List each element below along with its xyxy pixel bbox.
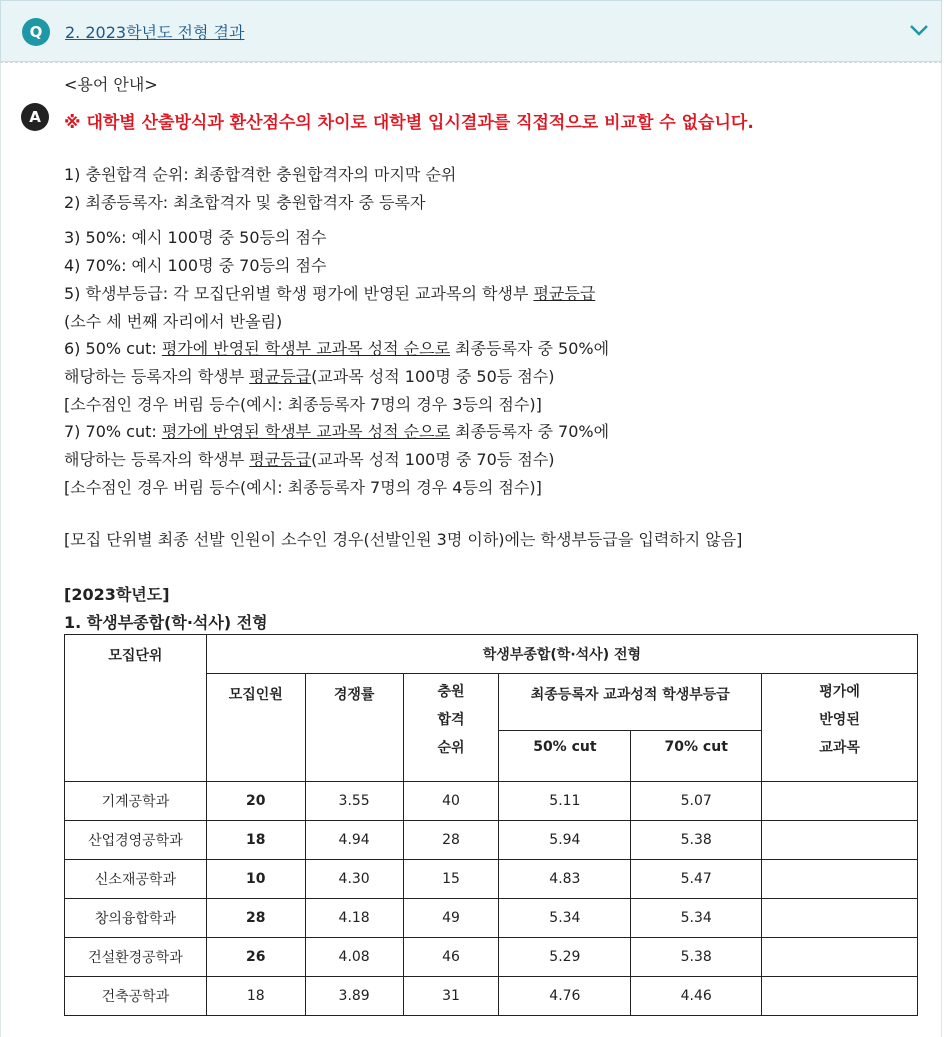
cell-subject xyxy=(762,860,918,899)
term-7: 7) 70% cut: 평가에 반영된 학생부 교과목 성적 순으로 최종등록자 중 70%에 xyxy=(64,422,610,441)
cell-unit: 신소재공학과 xyxy=(65,860,207,899)
chevron-down-icon[interactable] xyxy=(909,23,929,37)
cell-subject xyxy=(762,821,918,860)
cell-rate: 4.08 xyxy=(305,938,403,977)
cell-rank: 31 xyxy=(403,977,499,1016)
header-quota: 모집인원 xyxy=(206,674,305,782)
term-3: 3) 50%: 예시 100명 중 50등의 점수 xyxy=(64,228,327,247)
cell-quota: 10 xyxy=(206,860,305,899)
header-rate: 경쟁률 xyxy=(305,674,403,782)
cell-quota: 28 xyxy=(206,899,305,938)
cell-unit: 건설환경공학과 xyxy=(65,938,207,977)
question-badge: Q xyxy=(22,18,50,46)
section-heading: 1. 학생부종합(학·석사) 전형 xyxy=(64,613,268,632)
term-6: 6) 50% cut: 평가에 반영된 학생부 교과목 성적 순으로 최종등록자 중 50%에 xyxy=(64,339,610,358)
notice-text: ※ 대학별 산출방식과 환산점수의 차이로 대학별 입시결과를 직접적으로 비교할 수 없습니다. xyxy=(64,113,754,133)
header-unit: 모집단위 xyxy=(65,635,207,782)
cell-quota: 18 xyxy=(206,977,305,1016)
cell-rank: 40 xyxy=(403,782,499,821)
answer-badge: A xyxy=(21,103,49,131)
term-8: [모집 단위별 최종 선발 인원이 소수인 경우(선발인원 3명 이하)에는 학생부등급을 입력하지 않음] xyxy=(64,530,743,549)
cell-rate: 4.18 xyxy=(305,899,403,938)
header-rank: 충원 합격 순위 xyxy=(403,674,499,782)
question-title-link[interactable]: 2. 2023학년도 전형 결과 xyxy=(65,23,245,42)
cell-rank: 46 xyxy=(403,938,499,977)
cell-unit: 기계공학과 xyxy=(65,782,207,821)
cell-50-cut: 5.29 xyxy=(499,938,631,977)
cell-quota: 20 xyxy=(206,782,305,821)
term-6-cont: 해당하는 등록자의 학생부 평균등급(교과목 성적 100명 중 50등 점수) xyxy=(64,367,555,386)
term-7-note: [소수점인 경우 버림 등수(예시: 최종등록자 7명의 경우 4등의 점수)] xyxy=(64,478,542,497)
cell-subject xyxy=(762,977,918,1016)
cell-50-cut: 5.11 xyxy=(499,782,631,821)
table-row xyxy=(65,821,918,860)
cell-quota: 26 xyxy=(206,938,305,977)
table-row xyxy=(65,860,918,899)
cell-rate: 4.30 xyxy=(305,860,403,899)
cell-50-cut: 4.76 xyxy=(499,977,631,1016)
header-50-cut: 50% cut xyxy=(499,731,631,782)
cell-unit: 건축공학과 xyxy=(65,977,207,1016)
admission-results-table xyxy=(64,634,918,1016)
term-4: 4) 70%: 예시 100명 중 70등의 점수 xyxy=(64,256,327,275)
table-row xyxy=(65,782,918,821)
cell-subject xyxy=(762,782,918,821)
cell-unit: 산업경영공학과 xyxy=(65,821,207,860)
cell-70-cut: 5.38 xyxy=(631,938,762,977)
term-1: 1) 충원합격 순위: 최종합격한 충원합격자의 마지막 순위 xyxy=(64,165,457,184)
cell-70-cut: 5.07 xyxy=(631,782,762,821)
cell-50-cut: 5.94 xyxy=(499,821,631,860)
cell-subject xyxy=(762,899,918,938)
header-subject: 평가에 반영된 교과목 xyxy=(762,674,918,782)
terms-heading: <용어 안내> xyxy=(64,75,158,94)
faq-question-bar[interactable] xyxy=(0,0,942,62)
cell-70-cut: 5.38 xyxy=(631,821,762,860)
cell-50-cut: 4.83 xyxy=(499,860,631,899)
header-70-cut: 70% cut xyxy=(631,731,762,782)
cell-70-cut: 4.46 xyxy=(631,977,762,1016)
cell-70-cut: 5.47 xyxy=(631,860,762,899)
cell-subject xyxy=(762,938,918,977)
table-row xyxy=(65,938,918,977)
cell-rate: 3.55 xyxy=(305,782,403,821)
cell-rank: 15 xyxy=(403,860,499,899)
cell-rate: 4.94 xyxy=(305,821,403,860)
term-6-note: [소수점인 경우 버림 등수(예시: 최종등록자 7명의 경우 3등의 점수)] xyxy=(64,395,542,414)
cell-quota: 18 xyxy=(206,821,305,860)
cell-rank: 49 xyxy=(403,899,499,938)
cell-rate: 3.89 xyxy=(305,977,403,1016)
header-group: 학생부종합(학·석사) 전형 xyxy=(206,635,917,674)
table-row xyxy=(65,977,918,1016)
term-7-cont: 해당하는 등록자의 학생부 평균등급(교과목 성적 100명 중 70등 점수) xyxy=(64,450,555,469)
cell-unit: 창의융합학과 xyxy=(65,899,207,938)
header-grade-group: 최종등록자 교과성적 학생부등급 xyxy=(499,674,762,731)
table-row xyxy=(65,899,918,938)
cell-70-cut: 5.34 xyxy=(631,899,762,938)
term-2: 2) 최종등록자: 최초합격자 및 충원합격자 중 등록자 xyxy=(64,193,426,212)
cell-rank: 28 xyxy=(403,821,499,860)
term-5: 5) 학생부등급: 각 모집단위별 학생 평가에 반영된 교과목의 학생부 평균등급 xyxy=(64,284,596,303)
year-heading: [2023학년도] xyxy=(64,585,170,604)
term-5-note: (소수 세 번째 자리에서 반올림) xyxy=(64,312,283,331)
cell-50-cut: 5.34 xyxy=(499,899,631,938)
